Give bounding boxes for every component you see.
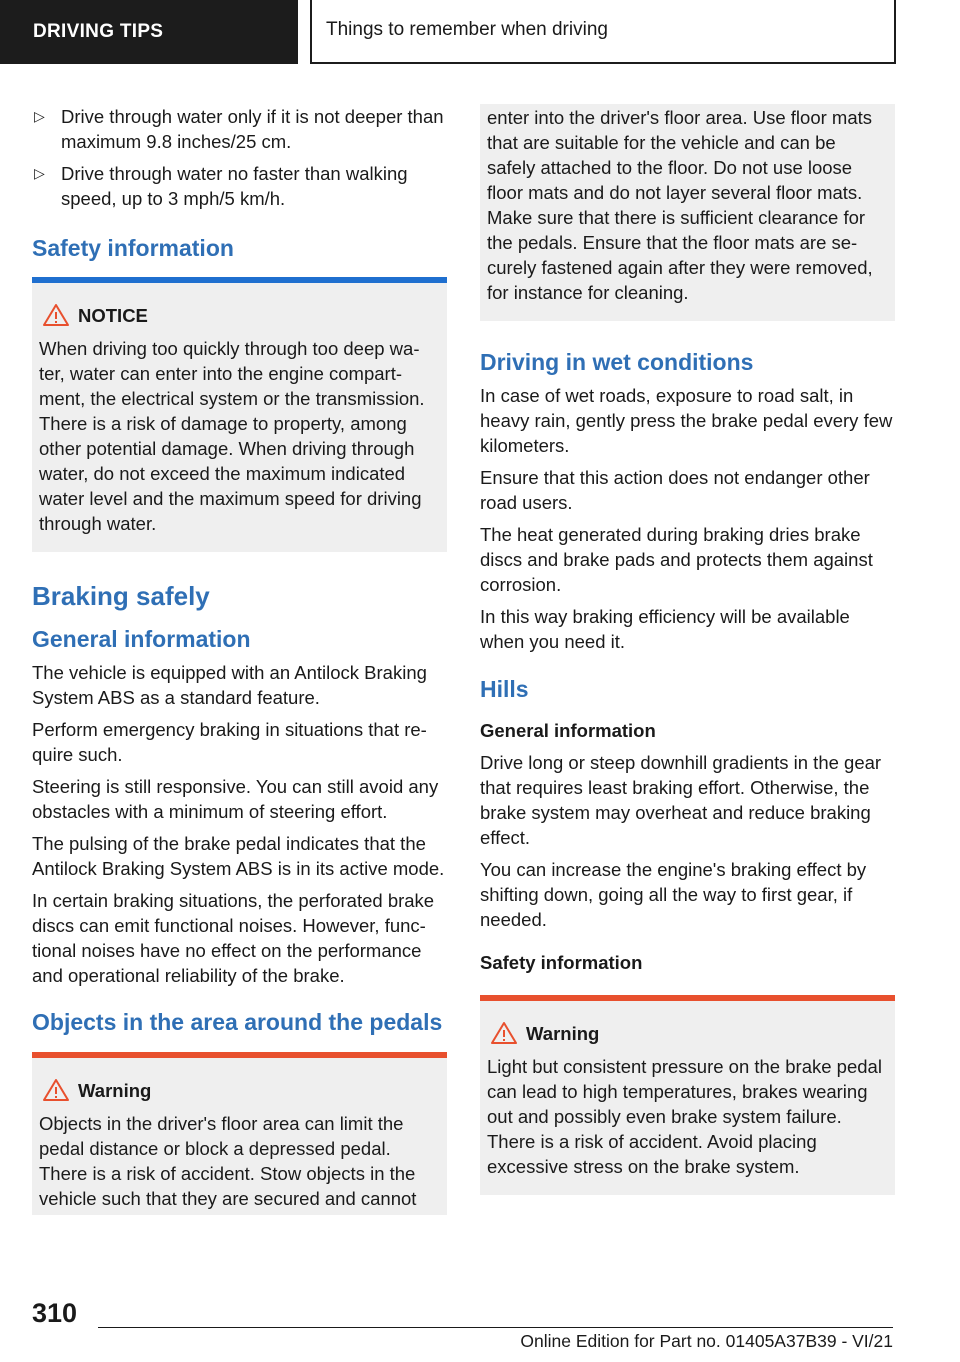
- list-item-text: Drive through water no faster than walking speed, up to 3 mph/5 km/h.: [61, 163, 408, 209]
- paragraph: The vehicle is equipped with an Antilock Braking System ABS as a standard feature.: [32, 662, 427, 708]
- paragraph: In this way braking efficiency will be available when you need it.: [480, 606, 850, 652]
- braking-heading: Braking safely: [32, 581, 210, 611]
- warning-text: Light but consistent pressure on the brake pedal can lead to high temperatures, brakes wearing out and possibly even brake system failure. There is a risk of accident. Avoid placing excessive stress on the brake system.: [487, 1056, 882, 1177]
- hills-heading: Hills: [480, 676, 529, 702]
- notice-text: When driving too quickly through too deep wa-ter, water can enter into the engine compart-ment, the electrical system or the transmission. There is a risk of damage to property, among other potential damage. When driving through water, do not exceed the maximum indicated water level and the maximum speed for driving through water.: [39, 338, 425, 534]
- paragraph: You can increase the engine's braking effect by shifting down, going all the way to first gear, if needed.: [480, 859, 867, 930]
- hills-safety-heading: Safety information: [480, 952, 643, 973]
- paragraph: Ensure that this action does not endanger other road users.: [480, 467, 870, 513]
- warning-text-continued: enter into the driver's floor area. Use floor mats that are suitable for the vehicle and can be safely attached to the floor. Do not use loose floor mats and do not layer several floor mats. Make sure that there is sufficient clearance for the pedals. Ensure that the floor mats are se-curely fastened again after they were removed, for instance for cleaning.: [487, 107, 873, 303]
- paragraph: In certain braking situations, the perforated brake discs can emit functional noises. However, func-tional noises have no effect on the performance and operational reliability of the brake.: [32, 890, 435, 986]
- paragraph: Drive long or steep downhill gradients in the gear that requires least braking effort. Otherwise, the brake system may overheat and reduce braking effect.: [480, 752, 882, 848]
- notice-box: [32, 277, 447, 552]
- edition-info: Online Edition for Part no. 01405A37B39 - VI/21: [520, 1331, 893, 1351]
- list-item-text: Drive through water only if it is not deeper than maximum 9.8 inches/25 cm.: [61, 106, 444, 152]
- triangle-bullet-icon: ▷: [34, 108, 45, 124]
- hills-general-heading: General information: [480, 720, 656, 741]
- page-header: [0, 0, 960, 64]
- warning-label: Warning: [526, 1023, 600, 1044]
- safety-heading: Safety information: [32, 235, 234, 261]
- warning-label: Warning: [78, 1080, 152, 1101]
- paragraph: Perform emergency braking in situations that re-quire such.: [32, 719, 427, 765]
- right-column: [480, 104, 895, 1213]
- warning-triangle-icon: [490, 1021, 518, 1045]
- left-column: [32, 104, 447, 1233]
- general-info-heading: General information: [32, 626, 251, 652]
- warning-header: [487, 1021, 887, 1046]
- page-number: 310: [32, 1298, 78, 1328]
- warning-text: Objects in the driver's floor area can limit the pedal distance or block a depressed pedal. There is a risk of accident. Stow objects in the vehicle such that they are secured and cannot: [39, 1113, 417, 1209]
- warning-box: [480, 995, 895, 1195]
- objects-heading: Objects in the area around the pedals: [32, 1009, 443, 1035]
- paragraph: Steering is still responsive. You can still avoid any obstacles with a minimum of steering effort.: [32, 776, 439, 822]
- warning-triangle-icon: [42, 1078, 70, 1102]
- notice-header: [39, 303, 439, 328]
- wet-conditions-heading: Driving in wet conditions: [480, 349, 754, 375]
- paragraph: The pulsing of the brake pedal indicates that the Antilock Braking System ABS is in its active mode.: [32, 833, 445, 879]
- warning-box-continued: [480, 104, 895, 321]
- warning-header: [39, 1078, 439, 1103]
- footer-divider: [98, 1327, 893, 1328]
- section-tab: DRIVING TIPS: [0, 0, 298, 64]
- notice-label: NOTICE: [78, 305, 148, 326]
- triangle-bullet-icon: ▷: [34, 165, 45, 181]
- warning-triangle-icon: [42, 303, 70, 327]
- chapter-title: Things to remember when driving: [310, 0, 896, 64]
- paragraph: The heat generated during braking dries brake discs and brake pads and protects them against corrosion.: [480, 524, 873, 595]
- warning-box: [32, 1052, 447, 1215]
- list-item: [32, 161, 447, 211]
- paragraph: In case of wet roads, exposure to road salt, in heavy rain, gently press the brake pedal every few kilometers.: [480, 385, 893, 456]
- list-item: [32, 104, 447, 154]
